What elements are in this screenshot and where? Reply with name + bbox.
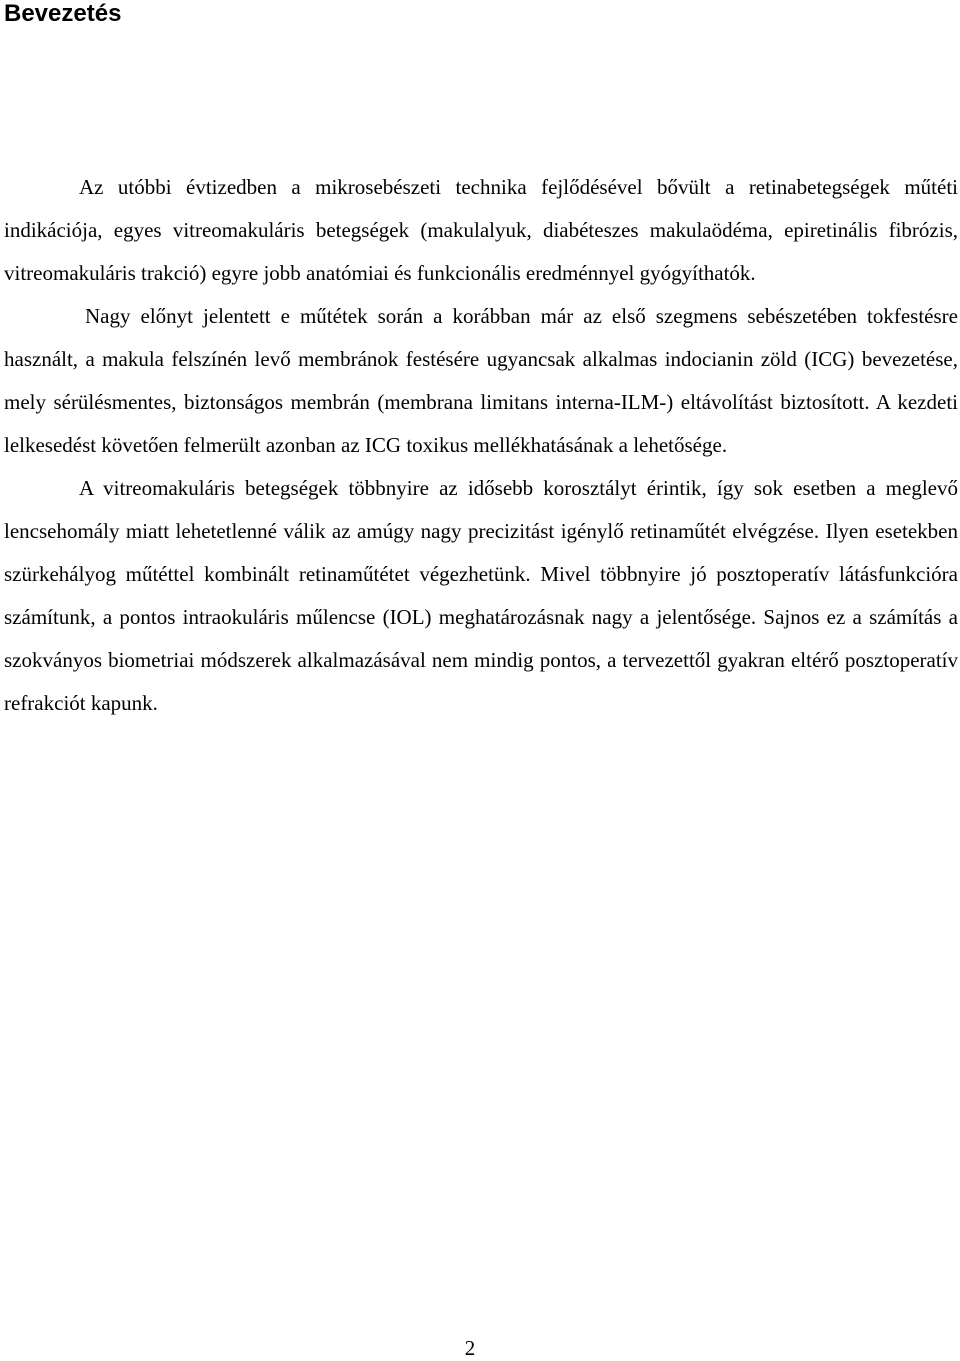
page-number: 2 — [464, 1336, 476, 1360]
paragraph-intro: Az utóbbi évtizedben a mikrosebészeti technika fejlődésével bővült a retinabetegségek műtéti indikációja, egyes vitreomakuláris betegségek (makulalyuk, diabéteszes makulaödéma, epiretinális fibrózis, vitreomakuláris trakció) egyre jobb anatómiai és funkcionális eredménnyel gyógyíthatók. — [4, 175, 958, 285]
document-body — [4, 166, 958, 725]
section-heading: Bevezetés — [4, 0, 122, 27]
paragraph-cataract: A vitreomakuláris betegségek többnyire az idősebb korosztályt érintik, így sok esetben a meglevő lencsehomály miatt lehetetlenné válik az amúgy nagy precizitást igénylő retinaműtét elvégzése. Ilyen esetekben szürkehályog műtéttel kombinált retinaműtétet végezhetünk. Mivel többnyire jó posztoperatív látásfunkcióra számítunk, a pontos intraokuláris műlencse (IOL) meghatározásnak nagy a jelentősége. Sajnos ez a számítás a szokványos biometriai módszerek alkalmazásával nem mindig pontos, a tervezettől gyakran eltérő posztoperatív refrakciót kapunk. — [4, 476, 958, 715]
paragraph-icg: Nagy előnyt jelentett e műtétek során a korábban már az első szegmens sebészetében tokfestésre használt, a makula felszínén levő membránok festésére ugyancsak alkalmas indocianin zöld (ICG) bevezetése, mely sérülésmentes, biztonságos membrán (membrana limitans interna-ILM-) eltávolítást biztosított. A kezdeti lelkesedést követően felmerült azonban az ICG toxikus mellékhatásának a lehetősége. — [4, 304, 958, 457]
